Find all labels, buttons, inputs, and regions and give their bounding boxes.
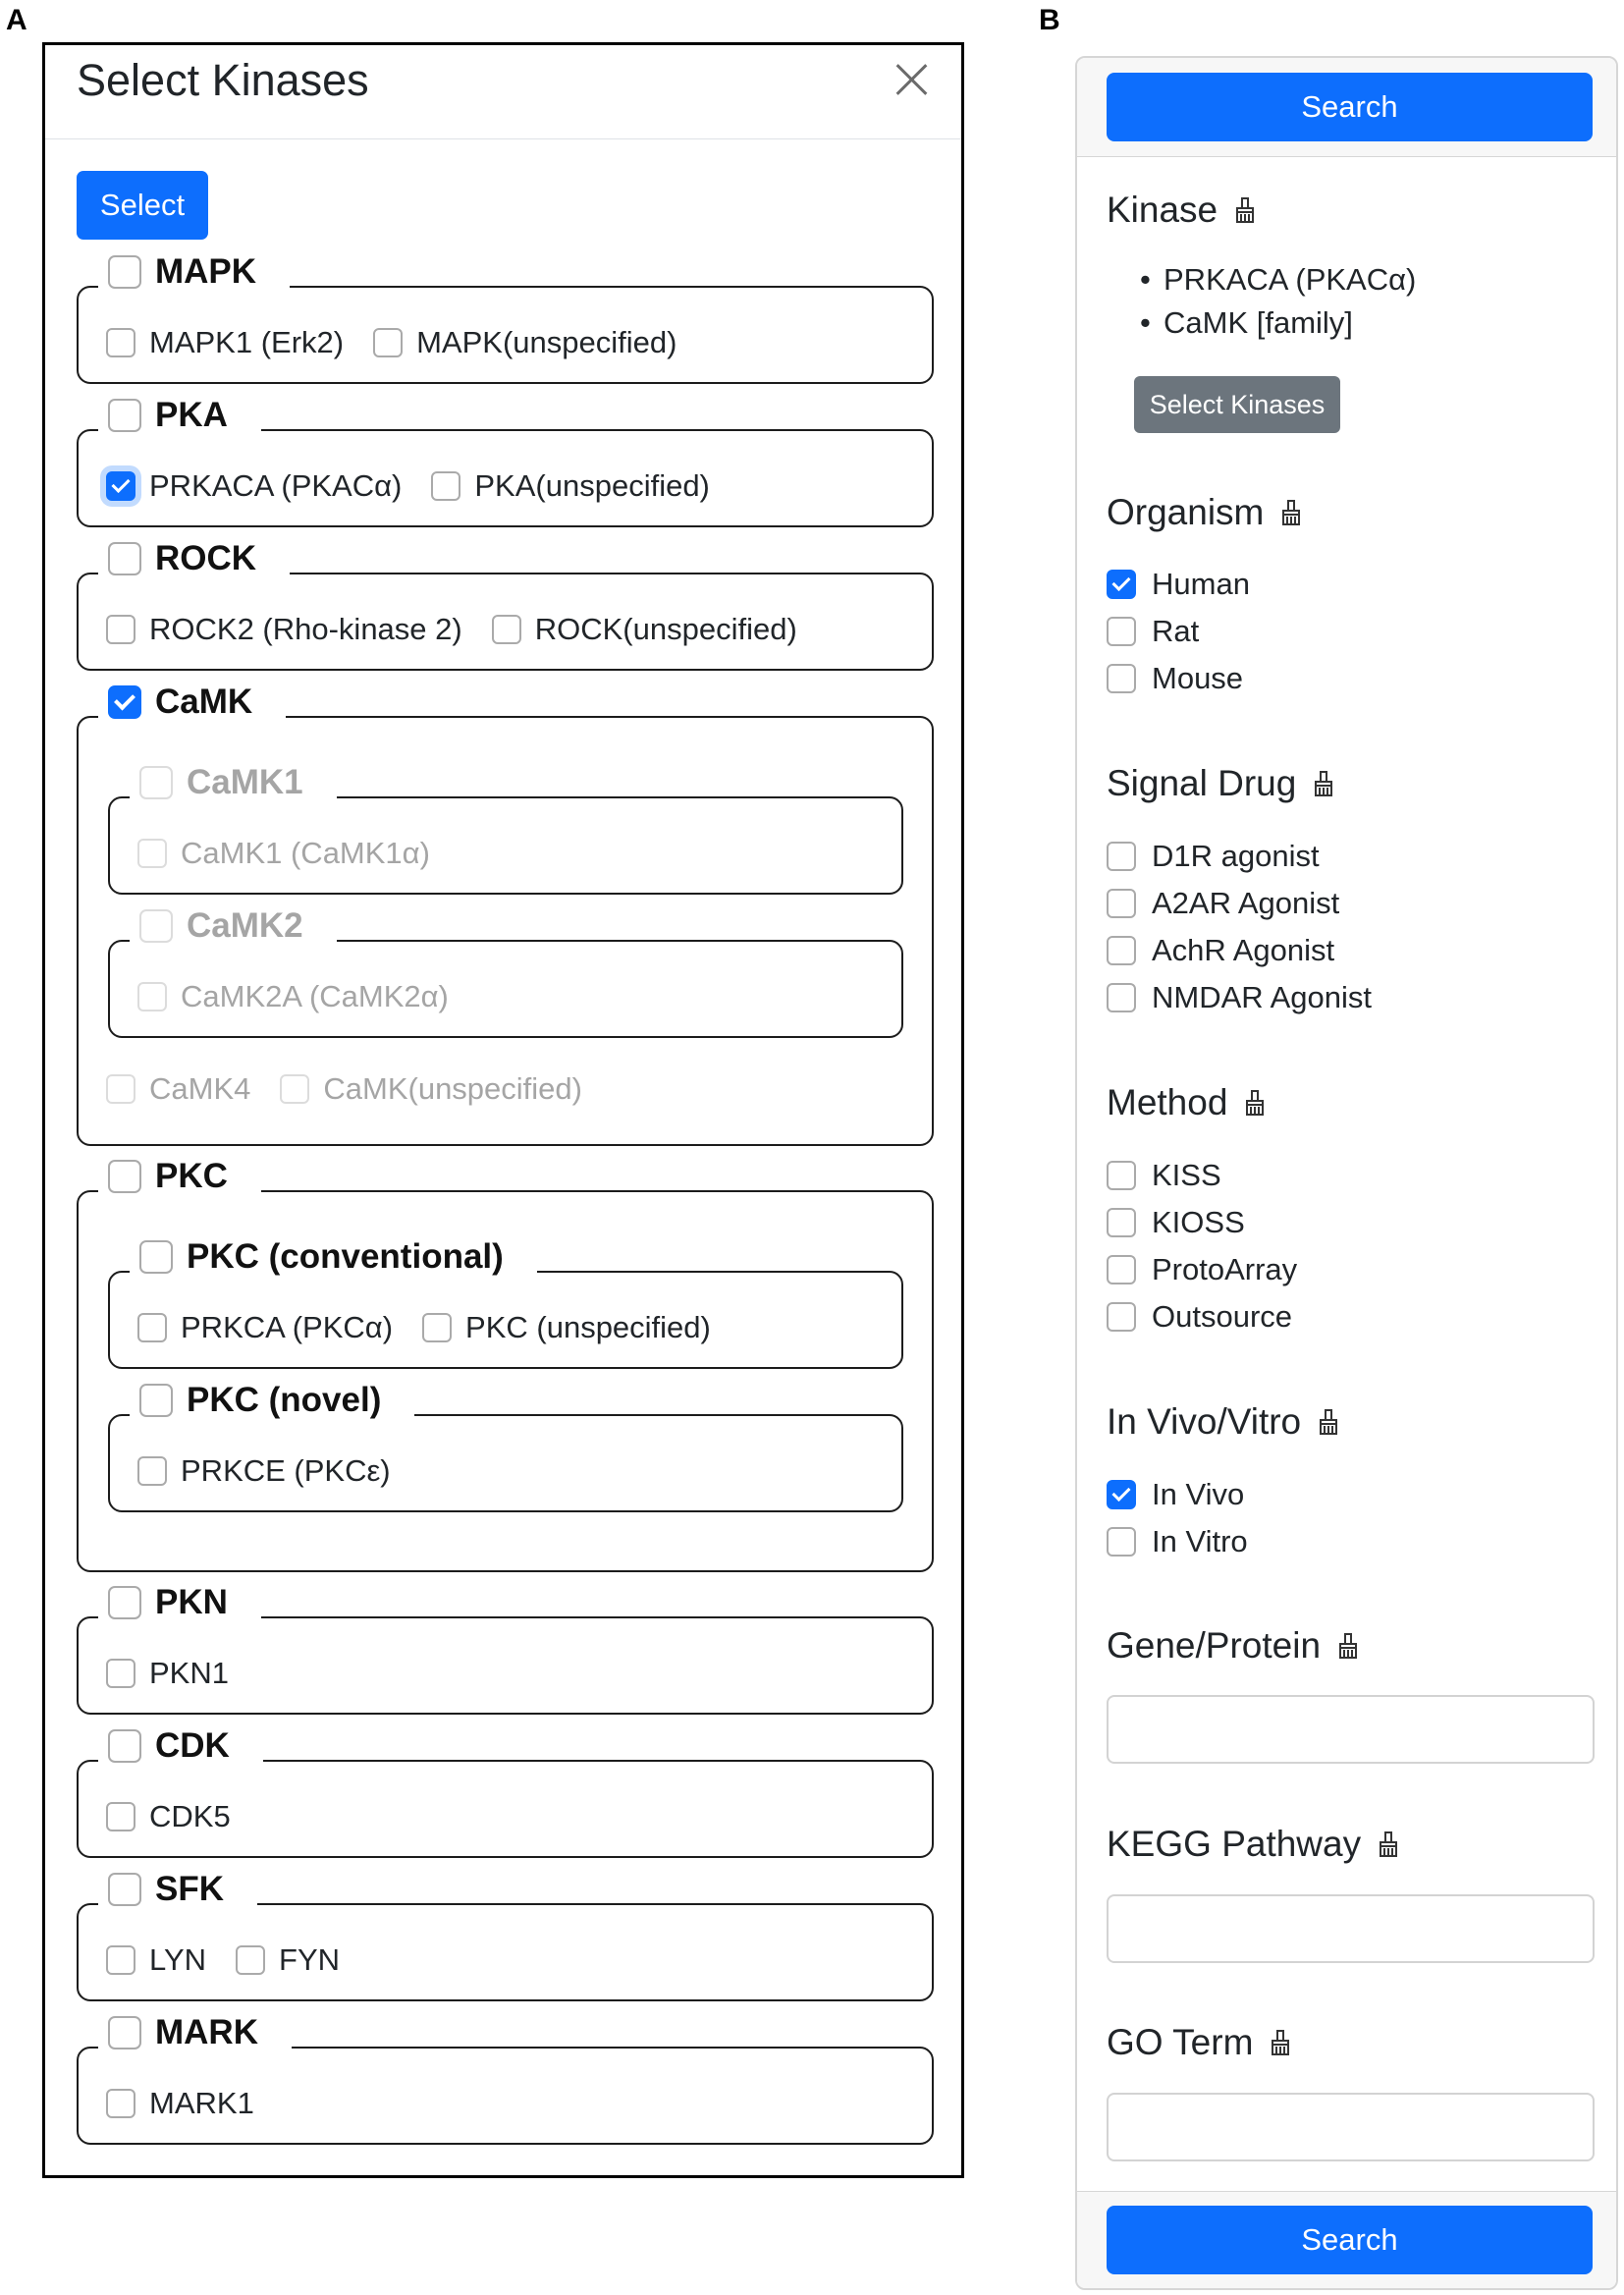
- selected-kinase-item: • CaMK [family]: [1164, 305, 1353, 341]
- kinase-option-prkaca-checkbox[interactable]: [106, 471, 135, 501]
- kinase-option-camk1-checkbox[interactable]: [137, 839, 167, 868]
- kinase-option-prkce[interactable]: PRKCE (PKCε): [137, 1453, 391, 1489]
- modal-header-divider: [45, 138, 961, 139]
- select-button[interactable]: Select: [77, 171, 208, 240]
- kinase-section-title: Kinase: [1107, 190, 1255, 231]
- group-rock: [77, 539, 934, 671]
- kinase-option-mapk-unspecified[interactable]: MAPK(unspecified): [373, 325, 677, 360]
- kinase-option-camk2a-checkbox[interactable]: [137, 982, 167, 1011]
- in-vivo-option-checkbox[interactable]: [1107, 1480, 1136, 1509]
- close-icon[interactable]: [887, 55, 936, 104]
- group-pkc-label: PKC: [155, 1157, 228, 1195]
- broom-icon[interactable]: [1338, 1633, 1358, 1659]
- group-pkc-novel: [108, 1381, 903, 1512]
- signal-drug-section-title: Signal Drug: [1107, 763, 1333, 804]
- group-sfk-label: SFK: [155, 1870, 224, 1908]
- kinase-option-rock-unspecified[interactable]: ROCK(unspecified): [492, 612, 797, 647]
- group-cdk-label: CDK: [155, 1726, 230, 1765]
- signal-drug-option-achr[interactable]: AchR Agonist: [1107, 933, 1334, 968]
- group-pkc-conventional-checkbox[interactable]: [139, 1240, 173, 1274]
- kinase-option-pkc-unspecified[interactable]: PKC (unspecified): [422, 1310, 711, 1345]
- group-pkc-novel-checkbox[interactable]: [139, 1384, 173, 1417]
- organism-section-title: Organism: [1107, 492, 1301, 533]
- group-mark-label: MARK: [155, 2013, 258, 2051]
- group-pka-label: PKA: [155, 396, 228, 434]
- group-mapk-label: MAPK: [155, 252, 257, 291]
- kinase-option-prkce-checkbox[interactable]: [137, 1456, 167, 1486]
- kinase-option-mark1[interactable]: MARK1: [106, 2086, 254, 2121]
- broom-icon[interactable]: [1235, 197, 1255, 223]
- select-kinases-modal: [42, 42, 964, 2178]
- in-vitro-option[interactable]: In Vitro: [1107, 1524, 1248, 1559]
- signal-drug-option-a2ar[interactable]: A2AR Agonist: [1107, 886, 1339, 921]
- kinase-option-prkaca[interactable]: PRKACA (PKACα): [106, 468, 402, 504]
- signal-drug-option-achr-checkbox[interactable]: [1107, 936, 1136, 965]
- signal-drug-option-nmdar-checkbox[interactable]: [1107, 983, 1136, 1012]
- group-camk-label: CaMK: [155, 683, 253, 721]
- in-vitro-option-checkbox[interactable]: [1107, 1527, 1136, 1557]
- method-option-outsource-checkbox[interactable]: [1107, 1302, 1136, 1332]
- organism-option-mouse-checkbox[interactable]: [1107, 664, 1136, 693]
- group-mapk-checkbox[interactable]: [108, 255, 141, 289]
- kinase-option-camk-unspecified[interactable]: CaMK(unspecified): [280, 1071, 582, 1107]
- organism-option-mouse[interactable]: Mouse: [1107, 661, 1243, 696]
- search-button-bottom[interactable]: Search: [1107, 2206, 1593, 2274]
- signal-drug-option-d1r-checkbox[interactable]: [1107, 842, 1136, 871]
- group-pkc-checkbox[interactable]: [108, 1160, 141, 1193]
- panel-label-b: B: [1039, 4, 1060, 36]
- gene-protein-section-title: Gene/Protein: [1107, 1625, 1358, 1667]
- top-divider: [1077, 156, 1616, 157]
- group-sfk-checkbox[interactable]: [108, 1873, 141, 1906]
- kinase-option-pkn1-checkbox[interactable]: [106, 1659, 135, 1688]
- selected-kinase-item: • PRKACA (PKACα): [1164, 262, 1416, 298]
- group-camk1-checkbox[interactable]: [139, 766, 173, 799]
- broom-icon[interactable]: [1379, 1831, 1398, 1857]
- go-term-input[interactable]: [1107, 2093, 1595, 2161]
- group-pkn-checkbox[interactable]: [108, 1586, 141, 1619]
- group-mark: [77, 2013, 934, 2145]
- broom-icon[interactable]: [1271, 2030, 1290, 2055]
- kinase-option-lyn-checkbox[interactable]: [106, 1945, 135, 1975]
- panel-label-a: A: [6, 4, 27, 36]
- kegg-pathway-input[interactable]: [1107, 1894, 1595, 1963]
- broom-icon[interactable]: [1245, 1090, 1265, 1116]
- kinase-option-mapk1-checkbox[interactable]: [106, 328, 135, 357]
- method-option-outsource[interactable]: Outsource: [1107, 1299, 1292, 1335]
- group-pkn: [77, 1583, 934, 1715]
- organism-option-human[interactable]: Human: [1107, 567, 1250, 602]
- method-section-title: Method: [1107, 1082, 1265, 1123]
- kinase-option-fyn[interactable]: FYN: [236, 1942, 340, 1978]
- group-sfk: [77, 1870, 934, 2001]
- search-button-top[interactable]: Search: [1107, 73, 1593, 141]
- group-cdk: [77, 1726, 934, 1858]
- method-option-kioss[interactable]: KIOSS: [1107, 1205, 1245, 1240]
- in-vivo-vitro-section-title: In Vivo/Vitro: [1107, 1401, 1338, 1443]
- kinase-option-lyn[interactable]: LYN: [106, 1942, 206, 1978]
- gene-protein-input[interactable]: [1107, 1695, 1595, 1764]
- select-kinases-button[interactable]: Select Kinases: [1134, 376, 1340, 433]
- group-cdk-checkbox[interactable]: [108, 1729, 141, 1763]
- organism-option-rat[interactable]: Rat: [1107, 614, 1199, 649]
- kinase-option-cdk5[interactable]: CDK5: [106, 1799, 231, 1834]
- group-pkc-novel-label: PKC (novel): [187, 1381, 382, 1419]
- kinase-option-cdk5-checkbox[interactable]: [106, 1802, 135, 1831]
- search-sidebar: [1075, 56, 1618, 2290]
- kinase-option-camk4[interactable]: CaMK4: [106, 1071, 250, 1107]
- method-option-protoarray-checkbox[interactable]: [1107, 1255, 1136, 1284]
- method-option-protoarray[interactable]: ProtoArray: [1107, 1252, 1297, 1287]
- group-camk1: [108, 763, 903, 895]
- kinase-option-camk4-checkbox[interactable]: [106, 1074, 135, 1104]
- group-rock-label: ROCK: [155, 539, 257, 577]
- group-mapk: [77, 252, 934, 384]
- kinase-option-rock2[interactable]: ROCK2 (Rho-kinase 2): [106, 612, 462, 647]
- signal-drug-option-d1r[interactable]: D1R agonist: [1107, 839, 1320, 874]
- group-pkc: [77, 1157, 934, 1572]
- signal-drug-option-nmdar[interactable]: NMDAR Agonist: [1107, 980, 1372, 1015]
- group-camk2-label: CaMK2: [187, 906, 303, 945]
- kinase-option-pkc-unspecified-checkbox[interactable]: [422, 1313, 452, 1342]
- kinase-option-prkca-checkbox[interactable]: [137, 1313, 167, 1342]
- kinase-option-camk-unspecified-checkbox[interactable]: [280, 1074, 309, 1104]
- group-camk2-checkbox[interactable]: [139, 909, 173, 943]
- kinase-option-pkn1[interactable]: PKN1: [106, 1656, 229, 1691]
- group-pka-checkbox[interactable]: [108, 399, 141, 432]
- method-option-kiss-checkbox[interactable]: [1107, 1161, 1136, 1190]
- broom-icon[interactable]: [1314, 771, 1333, 796]
- kinase-option-mark1-checkbox[interactable]: [106, 2089, 135, 2118]
- group-rock-checkbox[interactable]: [108, 542, 141, 575]
- kinase-option-mapk-unspecified-checkbox[interactable]: [373, 328, 403, 357]
- modal-title: Select Kinases: [77, 55, 369, 105]
- group-camk: [77, 683, 934, 1146]
- broom-icon[interactable]: [1319, 1409, 1338, 1435]
- method-option-kiss[interactable]: KISS: [1107, 1158, 1221, 1193]
- kinase-option-pka-unspecified-checkbox[interactable]: [431, 471, 460, 501]
- group-pkn-label: PKN: [155, 1583, 228, 1621]
- kinase-option-mapk1[interactable]: MAPK1 (Erk2): [106, 325, 344, 360]
- kinase-option-camk1[interactable]: CaMK1 (CaMK1α): [137, 836, 430, 871]
- signal-drug-option-a2ar-checkbox[interactable]: [1107, 889, 1136, 918]
- kinase-option-fyn-checkbox[interactable]: [236, 1945, 265, 1975]
- kegg-pathway-section-title: KEGG Pathway: [1107, 1824, 1398, 1865]
- organism-option-rat-checkbox[interactable]: [1107, 617, 1136, 646]
- kinase-option-rock-unspecified-checkbox[interactable]: [492, 615, 521, 644]
- method-option-kioss-checkbox[interactable]: [1107, 1208, 1136, 1237]
- group-pkc-conventional-label: PKC (conventional): [187, 1237, 504, 1276]
- kinase-option-pka-unspecified[interactable]: PKA(unspecified): [431, 468, 710, 504]
- kinase-option-rock2-checkbox[interactable]: [106, 615, 135, 644]
- group-camk2: [108, 906, 903, 1038]
- group-mark-checkbox[interactable]: [108, 2016, 141, 2049]
- group-pka: [77, 396, 934, 527]
- group-camk1-label: CaMK1: [187, 763, 303, 801]
- go-term-section-title: GO Term: [1107, 2022, 1290, 2063]
- organism-option-human-checkbox[interactable]: [1107, 570, 1136, 599]
- broom-icon[interactable]: [1281, 500, 1301, 525]
- in-vivo-option[interactable]: In Vivo: [1107, 1477, 1244, 1512]
- group-camk-checkbox[interactable]: [108, 685, 141, 719]
- group-pkc-conventional: [108, 1237, 903, 1369]
- kinase-option-prkca[interactable]: PRKCA (PKCα): [137, 1310, 393, 1345]
- kinase-option-camk2a[interactable]: CaMK2A (CaMK2α): [137, 979, 449, 1014]
